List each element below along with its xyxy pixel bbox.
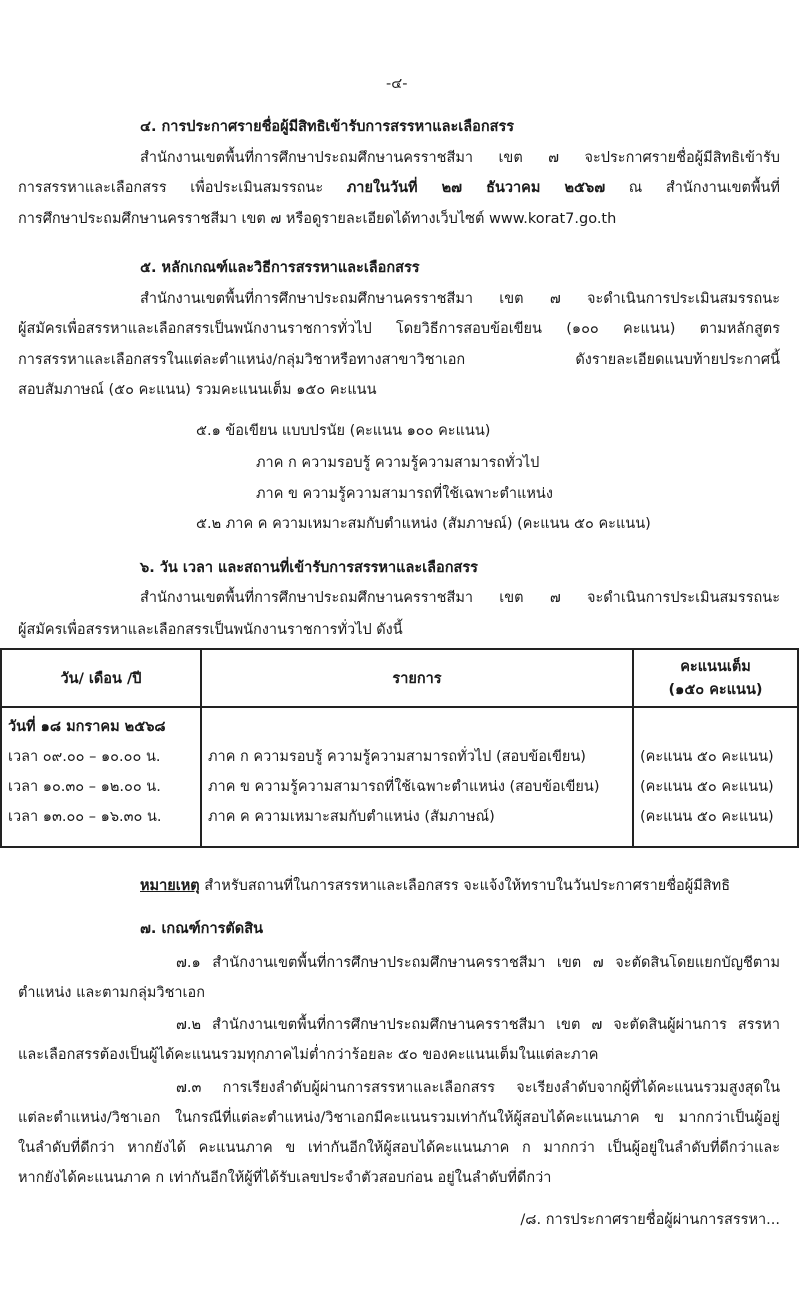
score: (คะแนน ๕๐ คะแนน) — [640, 749, 774, 765]
section-4-heading: ๔. การประกาศรายชื่อผู้มีสิทธิเข้ารับการสรรหาและเลือกสรร — [140, 119, 515, 135]
header-score-line1: คะแนนเต็ม — [680, 659, 751, 675]
section-6-heading: ๖. วัน เวลา และสถานที่เข้ารับการสรรหาและเลือกสรร — [140, 560, 478, 576]
section-6-line: สำนักงานเขตพื้นที่การศึกษาประถมศึกษานครราชสีมา เขต ๗ จะดำเนินการประเมินสมรรถนะ — [140, 590, 780, 606]
score-cell — [633, 707, 798, 847]
time: เวลา ๑๓.๐๐ – ๑๖.๓๐ น. — [8, 809, 162, 825]
item-7-2: ๗.๒ สำนักงานเขตพื้นที่การศึกษาประถมศึกษานครราชสีมา เขต ๗ จะตัดสินผู้ผ่านการ สรรหา — [176, 1017, 780, 1033]
item-7-1: ๗.๑ สำนักงานเขตพื้นที่การศึกษาประถมศึกษานครราชสีมา เขต ๗ จะตัดสินโดยแยกบัญชีตาม — [176, 955, 780, 971]
section-5-line: สำนักงานเขตพื้นที่การศึกษาประถมศึกษานครราชสีมา เขต ๗ จะดำเนินการประเมินสมรรถนะ — [140, 291, 780, 307]
time: เวลา ๑๐.๓๐ – ๑๒.๐๐ น. — [8, 779, 161, 795]
item: ภาค ค ความเหมาะสมกับตำแหน่ง (สัมภาษณ์) — [208, 809, 495, 825]
section-4-line: สำนักงานเขตพื้นที่การศึกษาประถมศึกษานครราชสีมา เขต ๗ จะประกาศรายชื่อผู้มีสิทธิเข้ารับ — [140, 150, 780, 166]
note-text: สำหรับสถานที่ในการสรรหาและเลือกสรร จะแจ้งให้ทราบในวันประกาศรายชื่อผู้มีสิทธิ — [199, 878, 731, 894]
deadline-date: ภายในวันที่ ๒๗ ธันวาคม ๒๕๖๗ — [346, 180, 606, 196]
exam-date: วันที่ ๑๘ มกราคม ๒๕๖๘ — [8, 719, 166, 735]
header-item: รายการ — [201, 649, 633, 707]
header-score-line2: (๑๕๐ คะแนน) — [668, 682, 763, 698]
table-header-row — [1, 649, 798, 707]
header-score — [633, 649, 798, 707]
section-4-line: การศึกษาประถมศึกษานครราชสีมา เขต ๗ หรือดูรายละเอียดได้ทางเว็บไซต์ www.korat7.go.th — [18, 211, 617, 227]
text: ณ สำนักงานเขตพื้นที่ — [605, 180, 780, 196]
item-7-3: แต่ละตำแหน่ง/วิชาเอก ในกรณีที่แต่ละตำแหน่ง/วิชาเอกมีคะแนนรวมเท่ากันให้ผู้สอบได้คะแนนภาค ข มากกว่าเป็นผู้อยู่ — [18, 1110, 780, 1126]
time: เวลา ๐๙.๐๐ – ๑๐.๐๐ น. — [8, 749, 161, 765]
section-5-line: สอบสัมภาษณ์ (๕๐ คะแนน) รวมคะแนนเต็ม ๑๕๐ คะแนน — [18, 382, 377, 398]
item-5-1-a: ภาค ก ความรอบรู้ ความรู้ความสามารถทั่วไป — [256, 455, 540, 471]
note — [140, 876, 730, 896]
section-6-line: ผู้สมัครเพื่อสรรหาและเลือกสรรเป็นพนักงานราชการทั่วไป ดังนี้ — [18, 622, 403, 638]
item-7-1: ตำแหน่ง และตามกลุ่มวิชาเอก — [18, 985, 205, 1001]
section-5-line: การสรรหาและเลือกสรรในแต่ละตำแหน่ง/กลุ่มวิชาหรือทางสาขาวิชาเอก ดังรายละเอียดแนบท้ายประกาศนี้ — [18, 352, 780, 368]
score: (คะแนน ๕๐ คะแนน) — [640, 779, 774, 795]
item-5-1: ๕.๑ ข้อเขียน แบบปรนัย (คะแนน ๑๐๐ คะแนน) — [196, 423, 491, 439]
section-7-heading: ๗. เกณฑ์การตัดสิน — [140, 921, 263, 937]
section-5-line: ผู้สมัครเพื่อสรรหาและเลือกสรรเป็นพนักงานราชการทั่วไป โดยวิธีการสอบข้อเขียน (๑๐๐ คะแนน) ตามหลักสูตร — [18, 321, 780, 337]
item-7-3: ๗.๓ การเรียงลำดับผู้ผ่านการสรรหาและเลือกสรร จะเรียงลำดับจากผู้ที่ได้คะแนนรวมสูงสุดใน — [176, 1080, 780, 1096]
item-7-2: และเลือกสรรต้องเป็นผู้ได้คะแนนรวมทุกภาคไม่ต่ำกว่าร้อยละ ๕๐ ของคะแนนเต็มในแต่ละภาค — [18, 1047, 599, 1063]
item-7-3: หากยังได้คะแนนภาค ก เท่ากันอีกให้ผู้ที่ได้รับเลขประจำตัวสอบก่อน อยู่ในลำดับที่ดีกว่า — [18, 1170, 552, 1186]
item-7-3: ในลำดับที่ดีกว่า หากยังได้ คะแนนภาค ข เท่ากันอีกให้ผู้สอบได้คะแนนภาค ก มากกว่า เป็นผู้อยู่ในลำดับที่ดีกว่าและ — [18, 1140, 780, 1156]
item-5-2: ๕.๒ ภาค ค ความเหมาะสมกับตำแหน่ง (สัมภาษณ์) (คะแนน ๕๐ คะแนน) — [196, 516, 651, 532]
schedule-table — [0, 648, 799, 848]
item: ภาค ก ความรอบรู้ ความรู้ความสามารถทั่วไป (สอบข้อเขียน) — [208, 749, 586, 765]
section-5-heading: ๕. หลักเกณฑ์และวิธีการสรรหาและเลือกสรร — [140, 260, 420, 276]
score: (คะแนน ๕๐ คะแนน) — [640, 809, 774, 825]
continuation-text: /๘. การประกาศรายชื่อผู้ผ่านการสรรหา... — [520, 1212, 780, 1228]
section-4-line — [18, 178, 780, 198]
text: การสรรหาและเลือกสรร เพื่อประเมินสมรรถนะ — [18, 180, 347, 196]
date-cell — [1, 707, 201, 847]
table-row — [1, 707, 798, 847]
item-5-1-b: ภาค ข ความรู้ความสามารถที่ใช้เฉพาะตำแหน่ง — [256, 486, 553, 502]
item: ภาค ข ความรู้ความสามารถที่ใช้เฉพาะตำแหน่ง (สอบข้อเขียน) — [208, 779, 600, 795]
item-cell — [201, 707, 633, 847]
header-date: วัน/ เดือน /ปี — [1, 649, 201, 707]
page-number: -๔- — [386, 76, 408, 92]
note-label: หมายเหตุ — [140, 878, 200, 894]
